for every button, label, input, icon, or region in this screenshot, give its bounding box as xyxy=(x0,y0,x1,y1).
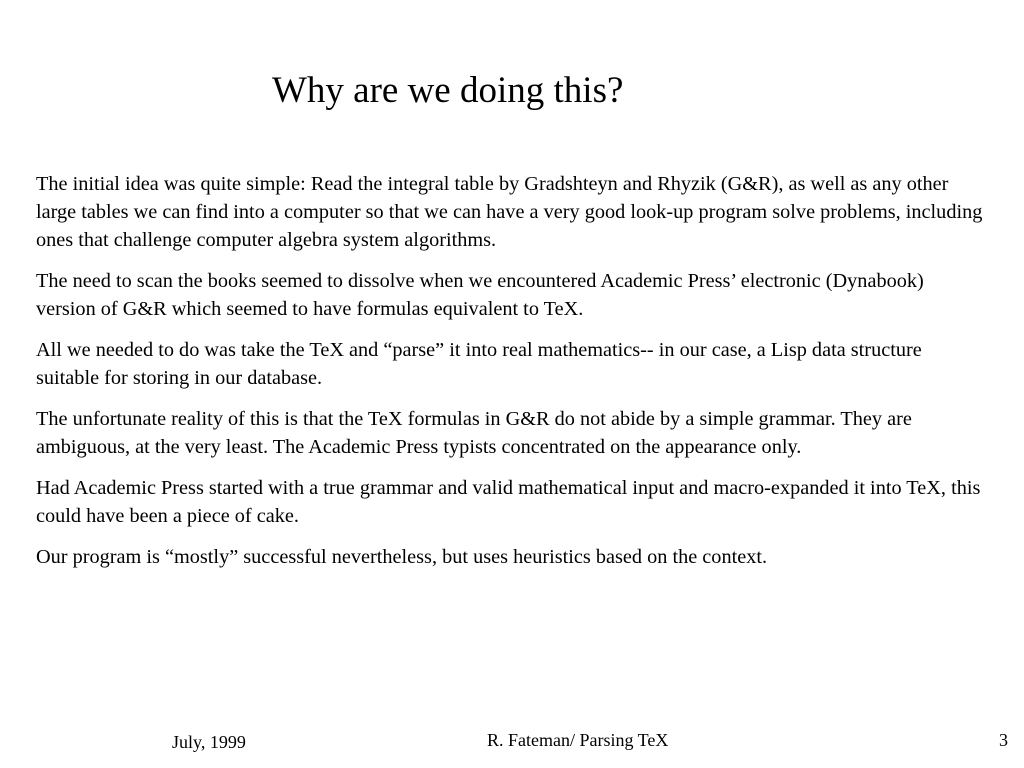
slide-title: Why are we doing this? xyxy=(272,70,624,111)
paragraph-parse-tex: All we needed to do was take the TeX and “parse” it into real mathematics-- in our case, a Lisp data structure suitable for storing in our database. xyxy=(36,339,922,389)
footer-page-number: 3 xyxy=(999,730,1008,750)
paragraph-scan-books: The need to scan the books seemed to dissolve when we encountered Academic Press’ electronic (Dynabook) version of G&R which seemed to have formulas equivalent to TeX. xyxy=(36,270,924,320)
paragraph-initial-idea: The initial idea was quite simple: Read the integral table by Gradshteyn and Rhyzik (G&R), as well as any other large tables we can find into a computer so that we can have a very good look-up program solve problems, including ones that challenge computer algebra system algorithms. xyxy=(36,173,983,251)
slide-body xyxy=(36,170,986,584)
paragraph-true-grammar: Had Academic Press started with a true grammar and valid mathematical input and macro-expanded it into TeX, this could have been a piece of cake. xyxy=(36,477,981,527)
footer-author: R. Fateman/ Parsing TeX xyxy=(487,730,669,750)
paragraph-unfortunate-reality: The unfortunate reality of this is that the TeX formulas in G&R do not abide by a simple grammar. They are ambiguous, at the very least. The Academic Press typists concentrated on the appearance only. xyxy=(36,408,912,458)
paragraph-mostly-successful: Our program is “mostly” successful nevertheless, but uses heuristics based on the context. xyxy=(36,546,768,568)
footer-date: July, 1999 xyxy=(172,732,246,752)
